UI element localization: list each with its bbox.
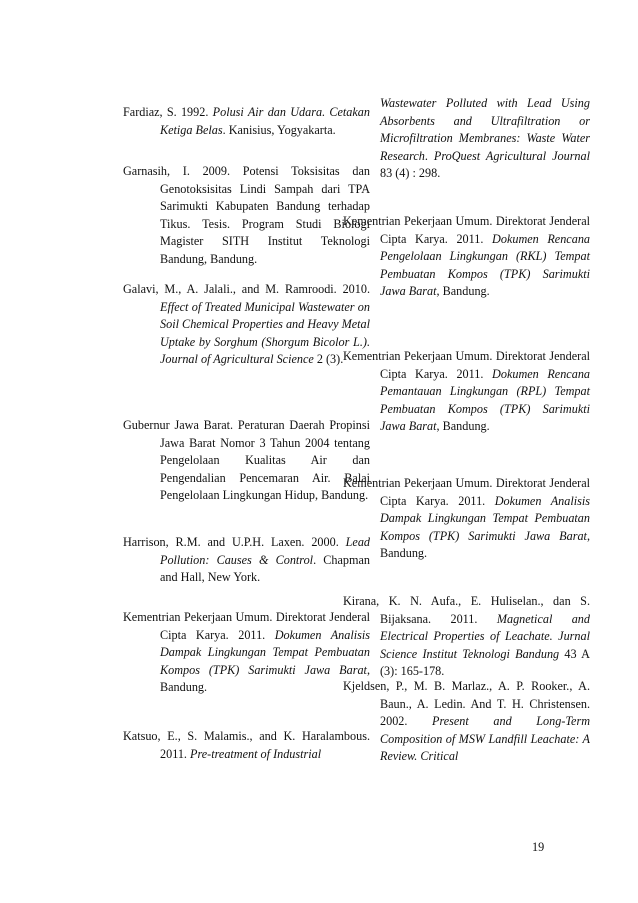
- reference-text: . Chapman and Hall, New York.: [160, 552, 370, 585]
- italic-text: ProQuest Agricultural Journal: [433, 148, 591, 163]
- reference-text: 2 (3).: [313, 352, 344, 367]
- reference-text: Kirana, K. N. Aufa., E. Huliselan., dan S. Bijaksana. 2011.: [343, 594, 590, 626]
- reference-entry: [123, 534, 370, 587]
- reference-entry: [123, 417, 370, 505]
- reference-text: Galavi, M., A. Jalali., and M. Ramroodi. 2010.: [123, 282, 370, 296]
- reference-text: Kjeldsen, P., M. B. Marlaz., A. P. Rooker., A. Baun., A. Ledin. And T. H. Christensen. 2002.: [343, 679, 590, 729]
- reference-text: Kementrian Pekerjaan Umum. Direktorat Jenderal Cipta Karya. 2011.: [123, 610, 370, 642]
- reference-text: .: [424, 148, 434, 163]
- reference-text: . Kanisius, Yogyakarta.: [222, 122, 336, 137]
- reference-entry: [343, 95, 590, 183]
- reference-entry: [123, 104, 370, 139]
- reference-entry: [343, 213, 590, 301]
- italic-text: Polusi Air dan Udara. Cetakan Ketiga Belas: [160, 105, 370, 137]
- reference-entry: [343, 348, 590, 436]
- reference-text: , Bandung.: [380, 528, 590, 561]
- italic-text: Dokumen Analisis Dampak Lingkungan Tempat Pembuatan Kompos (TPK) Sarimukti Jawa Barat: [380, 493, 590, 543]
- reference-text: Garnasih, I. 2009. Potensi Toksisitas dan Genotoksisitas Lindi Sampah dari TPA Sarimukti Kabupaten Bandung terhadap Tikus. Tesis. Program Studi Biologi Magister SITH Institut Teknologi Bandung, Bandung.: [123, 164, 370, 266]
- reference-text: Gubernur Jawa Barat. Peraturan Daerah Propinsi Jawa Barat Nomor 3 Tahun 2004 tentang Pengelolaan Kualitas Air dan Pengendalian Pencemaran Air. Balai Pengelolaan Lingkungan Hidup, Bandung.: [123, 418, 370, 503]
- italic-text: Dokumen Analisis Dampak Lingkungan Tempat Pembuatan Kompos (TPK) Sarimukti Jawa Barat: [160, 627, 370, 677]
- italic-text: Lead Pollution: Causes & Control: [160, 535, 370, 567]
- reference-text: Bandung.: [439, 284, 490, 299]
- reference-entry: [343, 593, 590, 681]
- reference-text: Fardiaz, S. 1992.: [123, 105, 213, 119]
- reference-entry: [123, 728, 370, 763]
- reference-entry: [123, 609, 370, 697]
- reference-entry: [123, 163, 370, 269]
- reference-entry: [343, 678, 590, 766]
- reference-text: Harrison, R.M. and U.P.H. Laxen. 2000.: [123, 535, 346, 549]
- page-number: 19: [532, 840, 545, 854]
- reference-text: , Bandung.: [160, 662, 370, 695]
- reference-text: 83 (4) : 298.: [380, 166, 441, 181]
- reference-text: Kementrian Pekerjaan Umum. Direktorat Jenderal Cipta Karya. 2011.: [343, 214, 590, 246]
- italic-text: Pre-treatment of Industrial: [190, 746, 322, 761]
- italic-text: Dokumen Rencana Pemantauan Lingkungan (RPL) Tempat Pembuatan Kompos (TPK) Sarimukti Jawa Barat: [380, 366, 591, 434]
- italic-text: Effect of Treated Municipal Wastewater on Soil Chemical Properties and Heavy Metal Uptake by Sorghum (Shorgum Bicolor L.). Journal of Agricultural Science: [160, 299, 370, 367]
- italic-text: Magnetical and Electrical Properties of Leachate. Jurnal Science Institut Teknologi Bandung: [380, 611, 590, 661]
- reference-text: Kementrian Pekerjaan Umum. Direktorat Jenderal Cipta Karya. 2011.: [343, 349, 590, 381]
- italic-text: Present and Long-Term Composition of MSW Landfill Leachate: A Review. Critical: [380, 714, 590, 764]
- reference-entry: [123, 281, 370, 369]
- reference-entry: [343, 475, 590, 563]
- italic-text: Wastewater Polluted with Lead Using Absorbents and Ultrafiltration or Microfiltration Membranes: Waste Water Research: [380, 96, 590, 163]
- italic-text: Dokumen Rencana Pengelolaan Lingkungan (RKL) Tempat Pembuatan Kompos (TPK) Sarimukti Jawa Barat,: [380, 231, 591, 299]
- reference-text: , Bandung.: [436, 419, 490, 434]
- reference-text: 43 A (3): 165-178.: [380, 646, 590, 679]
- reference-text: Katsuo, E., S. Malamis., and K. Haralambous. 2011.: [123, 729, 370, 761]
- reference-text: Kementrian Pekerjaan Umum. Direktorat Jenderal Cipta Karya. 2011.: [343, 476, 590, 508]
